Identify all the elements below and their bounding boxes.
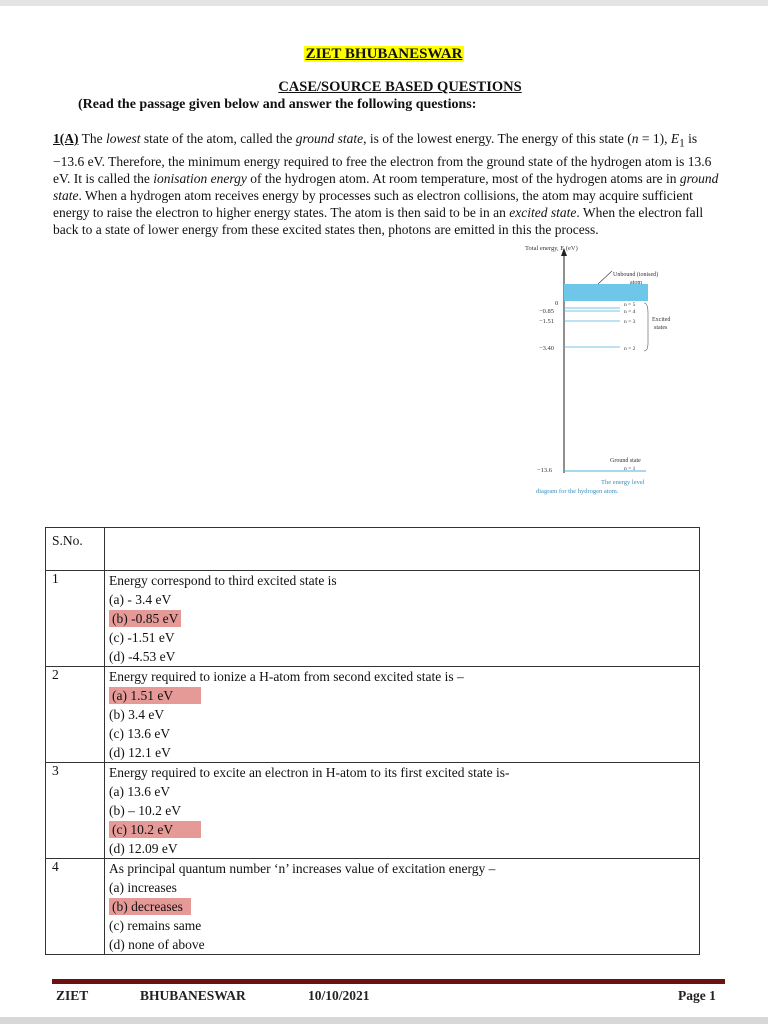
question-no: 2 xyxy=(46,667,105,763)
level-value-340: −3.40 xyxy=(539,345,555,352)
excited-brace xyxy=(644,303,648,351)
ground-state-label: Ground state xyxy=(610,458,641,464)
answer-highlight: (b) -0.85 eV xyxy=(109,610,181,627)
option-a-answer xyxy=(109,686,699,705)
option-b: (b) – 10.2 eV xyxy=(109,803,181,818)
label-n3: n = 3 xyxy=(624,319,636,325)
table-header-row xyxy=(46,528,700,571)
questions-table xyxy=(45,527,700,955)
passage: 1(A) The lowest state of the atom, called the ground state, is of the lowest energy. The energy of this state (n = 1), $E_1$ is −13.6 eV. Therefore, the minimum energy required to free the electron from the ground state of the hydrogen atom is 13.6 eV. It is called the ionisation energy of the hydrogen atom. At room temperature, most of the hydrogen atoms are in ground state. When a hydrogen atom receives energy by processes such as electron collisions, the atom may acquire sufficient energy to raise the electron to higher energy states. The atom is then said to be in an excited state. When the electron fall back to a state of lower energy from these excited states then, photons are emitted in this the process. xyxy=(53,131,719,237)
caption-line-1: The energy level xyxy=(601,479,645,486)
question-no: 3 xyxy=(46,763,105,859)
option-b-answer xyxy=(109,897,699,916)
table-row xyxy=(46,571,700,667)
label-n5: n = 5 xyxy=(624,302,636,308)
question-cell xyxy=(105,859,700,955)
axis-label: Total energy, E (eV) xyxy=(525,245,578,252)
label-n1: n = 1 xyxy=(624,466,636,472)
excited-label-2: states xyxy=(654,325,668,331)
energy-level-diagram xyxy=(520,243,720,503)
option-d: (d) none of above xyxy=(109,937,205,952)
answer-highlight: (c) 10.2 eV xyxy=(109,821,201,838)
option-d: (d) 12.1 eV xyxy=(109,745,171,760)
footer-date: 10/10/2021 xyxy=(308,988,370,1003)
excited-label-1: Excited xyxy=(652,317,671,323)
question-cell xyxy=(105,667,700,763)
header-question xyxy=(105,528,700,571)
option-a: (a) 13.6 eV xyxy=(109,784,171,799)
table-row xyxy=(46,667,700,763)
footer-rule xyxy=(52,979,725,984)
unbound-pointer xyxy=(598,271,612,284)
footer-org: ZIET xyxy=(56,988,89,1003)
bottom-edge xyxy=(0,1017,768,1024)
option-c-answer xyxy=(109,820,699,839)
option-a: (a) increases xyxy=(109,880,177,895)
header-sno: S.No. xyxy=(46,528,105,571)
option-d: (d) -4.53 eV xyxy=(109,649,176,664)
question-text: Energy required to ionize a H-atom from second excited state is – xyxy=(109,669,464,684)
option-b: (b) 3.4 eV xyxy=(109,707,165,722)
question-text: As principal quantum number ‘n’ increases value of excitation energy – xyxy=(109,861,496,876)
instruction-text: (Read the passage given below and answer the following questions: xyxy=(78,97,477,112)
doc-subtitle: CASE/SOURCE BASED QUESTIONS xyxy=(278,79,522,95)
table-row xyxy=(46,859,700,955)
level-value-0: 0 xyxy=(555,300,559,307)
label-n4: n = 4 xyxy=(624,309,636,315)
unbound-label-1: Unbound (ionised) xyxy=(613,272,659,278)
unbound-label-2: atom xyxy=(630,280,642,286)
question-text: Energy correspond to third excited state is xyxy=(109,573,337,588)
unbound-band xyxy=(564,284,648,301)
option-d: (d) 12.09 eV xyxy=(109,841,178,856)
question-cell xyxy=(105,571,700,667)
option-c: (c) 13.6 eV xyxy=(109,726,171,741)
answer-highlight: (b) decreases xyxy=(109,898,191,915)
table-row xyxy=(46,763,700,859)
level-value-136: −13.6 xyxy=(537,467,553,474)
answer-highlight: (a) 1.51 eV xyxy=(109,687,201,704)
footer-city: BHUBANESWAR xyxy=(140,988,246,1003)
option-b-answer xyxy=(109,609,699,628)
question-no: 1 xyxy=(46,571,105,667)
question-no: 4 xyxy=(46,859,105,955)
question-cell xyxy=(105,763,700,859)
level-value-151: −1.51 xyxy=(539,318,555,325)
label-n2: n = 2 xyxy=(624,346,636,352)
top-edge xyxy=(0,0,768,6)
question-number: 1(A) xyxy=(53,131,79,146)
option-c: (c) remains same xyxy=(109,918,202,933)
doc-title: ZIET BHUBANESWAR xyxy=(305,46,463,62)
caption-line-2: diagram for the hydrogen atom. xyxy=(536,488,619,495)
level-value-085: −0.85 xyxy=(539,308,555,315)
option-c: (c) -1.51 eV xyxy=(109,630,175,645)
question-text: Energy required to excite an electron in H-atom to its first excited state is- xyxy=(109,765,510,780)
footer-page-number: Page 1 xyxy=(678,988,716,1003)
option-a: (a) - 3.4 eV xyxy=(109,592,172,607)
